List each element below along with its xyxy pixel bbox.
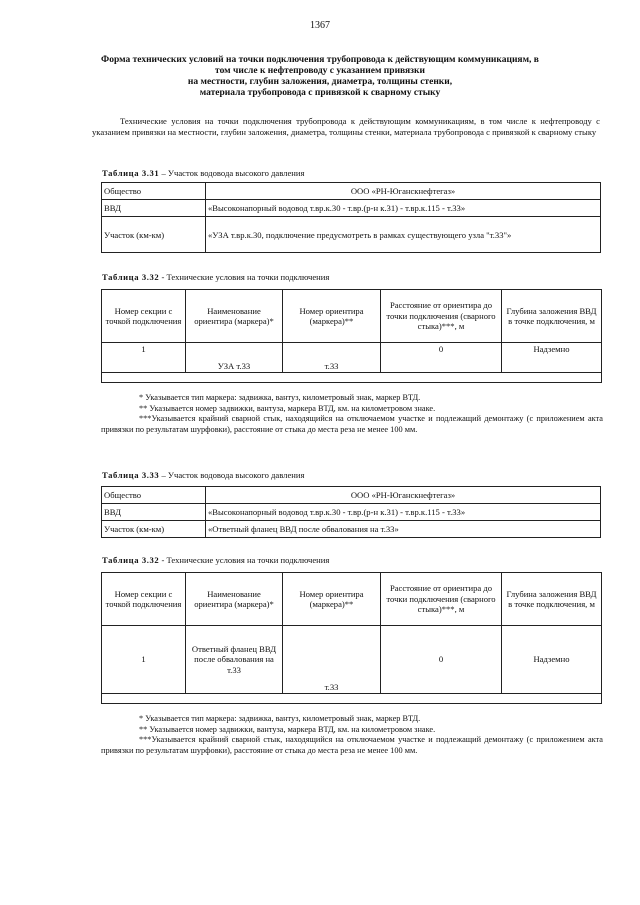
column-header: Номер секции с точкой подключения [102, 573, 186, 626]
table-caption [102, 555, 329, 565]
table-row [102, 343, 602, 373]
column-header: Наименование ориентира (маркера)* [186, 573, 283, 626]
section-info-table [101, 486, 601, 538]
table-cell: т.33 [283, 343, 381, 373]
row-key: Общество [102, 183, 206, 200]
column-header: Номер секции с точкой подключения [102, 290, 186, 343]
table-cell: 1 [102, 626, 186, 694]
table-row [102, 487, 601, 504]
caption-text: - Технические условия на точки подключения [159, 272, 330, 282]
caption-text: – Участок водовода высокого давления [159, 168, 305, 178]
column-header: Расстояние от ориентира до точки подключения (сварного стыка)***, м [381, 290, 502, 343]
table-cell: Ответный фланец ВВД после обвалования на т.33 [186, 626, 283, 694]
row-key: Общество [102, 487, 206, 504]
footnotes [101, 714, 603, 756]
footnote: ***Указывается крайний сварной стык, находящийся на отключаемом участке и подлежащий демонтажу (с приложением акта привязки по результатам шурфовки), расстояние от стыка до места реза не менее 100 мм. [101, 735, 603, 755]
row-key: ВВД [102, 200, 206, 217]
footnote: ** Указывается номер задвижки, вантуза, маркера ВТД, км. на километровом знаке. [139, 403, 436, 413]
table-row-empty [102, 373, 602, 383]
connection-conditions-table [101, 289, 602, 383]
column-header: Расстояние от ориентира до точки подключения (сварного стыка)***, м [381, 573, 502, 626]
title-line: Форма технических условий на точки подключения трубопровода к действующим коммуникациям, в [101, 55, 539, 65]
caption-text: - Технические условия на точки подключения [159, 555, 330, 565]
caption-text: – Участок водовода высокого давления [159, 470, 305, 480]
column-header: Глубина заложения ВВД в точке подключения, м [502, 290, 602, 343]
row-key: Участок (км-км) [102, 217, 206, 253]
row-value: «Ответный фланец ВВД после обвалования на т.33» [206, 521, 601, 538]
title-line: том числе к нефтепроводу с указанием привязки [215, 66, 425, 76]
table-row [102, 521, 601, 538]
table-header-row [102, 573, 602, 626]
table-header-row [102, 290, 602, 343]
title-line: материала трубопровода с привязкой к сварному стыку [199, 88, 441, 98]
row-value: «УЗА т.вр.к.30, подключение предусмотреть в рамках существующего узла "т.33"» [206, 217, 601, 253]
section-info-table [101, 182, 601, 253]
table-caption [102, 168, 304, 178]
table-label: Таблица 3.32 [102, 272, 160, 282]
table-cell: 0 [381, 626, 502, 694]
footnote: ***Указывается крайний сварной стык, находящийся на отключаемом участке и подлежащий демонтажу (с приложением акта привязки по результатам шурфовки), расстояние от стыка до места реза не менее 100 мм. [101, 414, 603, 434]
footnote: ** Указывается номер задвижки, вантуза, маркера ВТД, км. на километровом знаке. [139, 724, 436, 734]
table-cell: УЗА т.33 [186, 343, 283, 373]
table-cell: Надземно [502, 626, 602, 694]
row-value: ООО «РН-Юганскнефтегаз» [206, 487, 601, 504]
footnote: * Указывается тип маркера: задвижка, вантуз, километровый знак, маркер ВТД. [139, 714, 421, 723]
row-key: ВВД [102, 504, 206, 521]
table-label: Таблица 3.32 [102, 555, 160, 565]
table-cell: 0 [381, 343, 502, 373]
page-number: 1367 [310, 20, 330, 31]
column-header: Номер ориентира (маркера)** [283, 290, 381, 343]
table-row-empty [102, 694, 602, 704]
connection-conditions-table [101, 572, 602, 704]
table-row [102, 183, 601, 200]
row-value: «Высоконапорный водовод т.вр.к.30 - т.вр.(р-н к.31) - т.вр.к.115 - т.33» [206, 200, 601, 217]
row-value: «Высоконапорный водовод т.вр.к.30 - т.вр.(р-н к.31) - т.вр.к.115 - т.33» [206, 504, 601, 521]
column-header: Глубина заложения ВВД в точке подключения, м [502, 573, 602, 626]
footnotes [101, 393, 603, 435]
title-line: на местности, глубин заложения, диаметра, толщины стенки, [187, 77, 453, 87]
column-header: Номер ориентира (маркера)** [283, 573, 381, 626]
table-row [102, 217, 601, 253]
intro-paragraph: Технические условия на точки подключения трубопровода к действующим коммуникациям, в том числе к нефтепроводу с указанием привязки на местности, глубин заложения, диаметра, толщины стенки, материала трубопровода с привязкой к сварному стыку [92, 116, 600, 137]
table-row [102, 626, 602, 694]
table-caption [102, 272, 329, 282]
table-cell: Надземно [502, 343, 602, 373]
table-label: Таблица 3.33 [102, 470, 160, 480]
table-cell: т.33 [283, 626, 381, 694]
table-row [102, 200, 601, 217]
row-value: ООО «РН-Юганскнефтегаз» [206, 183, 601, 200]
row-key: Участок (км-км) [102, 521, 206, 538]
table-label: Таблица 3.31 [102, 168, 160, 178]
column-header: Наименование ориентира (маркера)* [186, 290, 283, 343]
table-row [102, 504, 601, 521]
document-title [95, 55, 545, 99]
table-cell: 1 [102, 343, 186, 373]
table-caption [102, 470, 304, 480]
footnote: * Указывается тип маркера: задвижка, вантуз, километровый знак, маркер ВТД. [139, 393, 421, 402]
